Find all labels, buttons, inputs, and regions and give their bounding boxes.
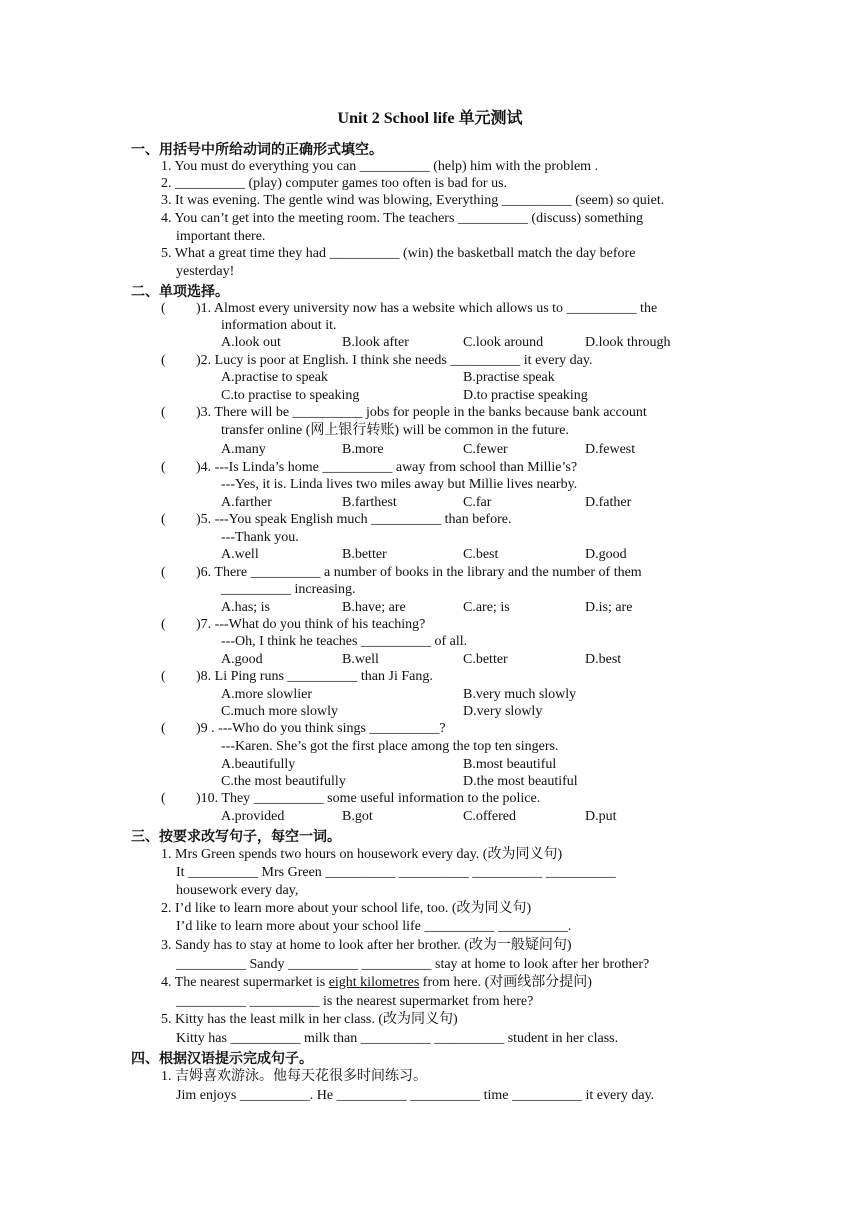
q4-option-a: A.farther <box>221 495 272 510</box>
q5-option-a: A.well <box>221 547 259 562</box>
answer-paren: ( <box>161 405 166 420</box>
q8-option-b: B.very much slowly <box>463 687 577 702</box>
s4-item-1-answer: Jim enjoys __________. He __________ __________ time __________ it every day. <box>176 1088 655 1103</box>
s3-item-5: 5. Kitty has the least milk in her class. (改为同义句) <box>161 1012 458 1027</box>
q4-option-b: B.farthest <box>342 495 397 510</box>
q10-option-b: B.got <box>342 809 373 824</box>
section-1-heading: 一、用括号中所给动词的正确形式填空。 <box>131 142 383 158</box>
q6-option-a: A.has; is <box>221 600 270 615</box>
s3-item-4-answer: __________ __________ is the nearest supermarket from here? <box>176 994 534 1009</box>
q3-stem-cont: transfer online (网上银行转账) will be common in the future. <box>221 423 569 438</box>
section-2-heading: 二、单项选择。 <box>131 284 229 300</box>
q7-stem-cont: ---Oh, I think he teaches __________ of all. <box>221 634 468 649</box>
q10-option-d: D.put <box>585 809 617 824</box>
q7-stem: )7. ---What do you think of his teaching? <box>196 617 426 632</box>
q5-stem: )5. ---You speak English much __________ than before. <box>196 512 512 527</box>
q1-option-b: B.look after <box>342 335 409 350</box>
answer-paren: ( <box>161 512 166 527</box>
q2-option-b: B.practise speak <box>463 370 555 385</box>
q1-option-c: C.look around <box>463 335 544 350</box>
s1-item-1: 1. You must do everything you can __________ (help) him with the problem . <box>161 159 599 174</box>
q8-option-d: D.very slowly <box>463 704 543 719</box>
q10-option-a: A.provided <box>221 809 285 824</box>
q9-stem: )9 . ---Who do you think sings __________? <box>196 721 446 736</box>
q4-stem: )4. ---Is Linda’s home __________ away from school than Millie’s? <box>196 460 578 475</box>
s3-item-4-pre: 4. The nearest supermarket is <box>161 975 329 990</box>
q3-stem: )3. There will be __________ jobs for people in the banks because bank account <box>196 405 647 420</box>
s3-item-5-answer: Kitty has __________ milk than __________ __________ student in her class. <box>176 1031 619 1046</box>
document-title: Unit 2 School life 单元测试 <box>337 110 523 127</box>
q4-option-d: D.father <box>585 495 632 510</box>
q5-option-c: C.best <box>463 547 499 562</box>
s3-item-4 <box>161 974 592 991</box>
q6-option-d: D.is; are <box>585 600 633 615</box>
section-4-heading: 四、根据汉语提示完成句子。 <box>131 1051 313 1067</box>
q1-option-a: A.look out <box>221 335 281 350</box>
answer-paren: ( <box>161 791 166 806</box>
q5-option-b: B.better <box>342 547 387 562</box>
q3-option-a: A.many <box>221 442 266 457</box>
q10-option-c: C.offered <box>463 809 516 824</box>
q3-option-c: C.fewer <box>463 442 508 457</box>
s1-item-5: 5. What a great time they had __________ (win) the basketball match the day before <box>161 246 636 261</box>
q2-option-c: C.to practise to speaking <box>221 388 360 403</box>
s3-item-3-answer: __________ Sandy __________ __________ stay at home to look after her brother? <box>176 957 650 972</box>
s3-item-1-answer-cont: housework every day, <box>176 883 299 898</box>
s3-item-1-answer: It __________ Mrs Green __________ __________ __________ __________ <box>176 865 616 880</box>
s4-item-1: 1. 吉姆喜欢游泳。他每天花很多时间练习。 <box>161 1069 427 1084</box>
answer-paren: ( <box>161 669 166 684</box>
answer-paren: ( <box>161 301 166 316</box>
q6-stem-cont: __________ increasing. <box>221 582 356 597</box>
q9-option-a: A.beautifully <box>221 757 296 772</box>
q7-option-a: A.good <box>221 652 263 667</box>
q2-option-a: A.practise to speak <box>221 370 328 385</box>
q2-option-d: D.to practise speaking <box>463 388 588 403</box>
q5-option-d: D.good <box>585 547 627 562</box>
q7-option-d: D.best <box>585 652 622 667</box>
s3-item-2: 2. I’d like to learn more about your school life, too. (改为同义句) <box>161 901 532 916</box>
q6-option-c: C.are; is <box>463 600 510 615</box>
underlined-phrase: eight kilometres <box>328 975 420 990</box>
q1-option-d: D.look through <box>585 335 671 350</box>
q9-option-c: C.the most beautifully <box>221 774 346 789</box>
q4-stem-cont: ---Yes, it is. Linda lives two miles away but Millie lives nearby. <box>221 477 578 492</box>
s1-item-4-cont: important there. <box>176 229 266 244</box>
s3-item-2-answer: I’d like to learn more about your school life __________ __________. <box>176 919 572 934</box>
s1-item-3: 3. It was evening. The gentle wind was blowing, Everything __________ (seem) so quiet. <box>161 193 665 208</box>
s1-item-2: 2. __________ (play) computer games too often is bad for us. <box>161 176 508 191</box>
q6-stem: )6. There __________ a number of books in the library and the number of them <box>196 565 642 580</box>
q9-option-d: D.the most beautiful <box>463 774 578 789</box>
s3-item-3: 3. Sandy has to stay at home to look after her brother. (改为一般疑问句) <box>161 938 572 953</box>
answer-paren: ( <box>161 353 166 368</box>
q8-option-a: A.more slowlier <box>221 687 312 702</box>
q3-option-d: D.fewest <box>585 442 636 457</box>
q7-option-c: C.better <box>463 652 508 667</box>
q3-option-b: B.more <box>342 442 384 457</box>
answer-paren: ( <box>161 721 166 736</box>
q9-option-b: B.most beautiful <box>463 757 557 772</box>
q8-stem: )8. Li Ping runs __________ than Ji Fang. <box>196 669 433 684</box>
q1-stem: )1. Almost every university now has a website which allows us to __________ the <box>196 301 658 316</box>
answer-paren: ( <box>161 617 166 632</box>
q8-option-c: C.much more slowly <box>221 704 339 719</box>
q9-stem-cont: ---Karen. She’s got the first place among the top ten singers. <box>221 739 559 754</box>
q2-stem: )2. Lucy is poor at English. I think she needs __________ it every day. <box>196 353 593 368</box>
s3-item-4-post: from here. (对画线部分提问) <box>419 975 592 990</box>
q4-option-c: C.far <box>463 495 492 510</box>
q5-stem-cont: ---Thank you. <box>221 530 299 545</box>
q10-stem: )10. They __________ some useful information to the police. <box>196 791 541 806</box>
s3-item-1: 1. Mrs Green spends two hours on housework every day. (改为同义句) <box>161 847 563 862</box>
q6-option-b: B.have; are <box>342 600 406 615</box>
q7-option-b: B.well <box>342 652 379 667</box>
answer-paren: ( <box>161 565 166 580</box>
answer-paren: ( <box>161 460 166 475</box>
s1-item-4: 4. You can’t get into the meeting room. The teachers __________ (discuss) something <box>161 211 644 226</box>
section-3-heading: 三、按要求改写句子，每空一词。 <box>131 829 341 845</box>
s1-item-5-cont: yesterday! <box>176 264 235 279</box>
q1-stem-cont: information about it. <box>221 318 337 333</box>
